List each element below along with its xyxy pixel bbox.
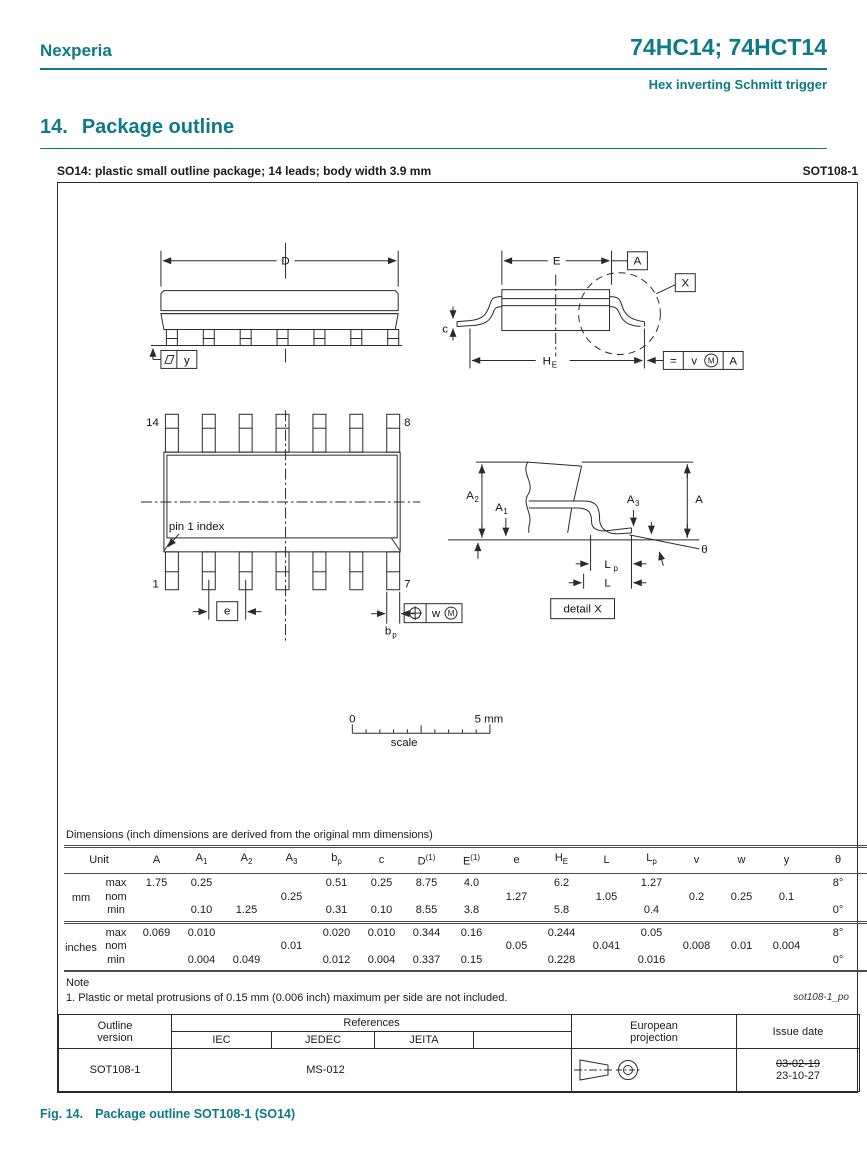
figure-box [57, 182, 858, 1093]
figure-area [57, 164, 858, 1093]
dims-value [449, 891, 494, 905]
dims-value: 0° [832, 904, 844, 916]
dims-row-inches-min [64, 954, 867, 972]
dim-label-A1: A [495, 501, 503, 514]
dims-value [224, 874, 269, 891]
side-view [151, 243, 402, 369]
ref-jedec-value: MS-012 [306, 1064, 345, 1076]
dims-value [764, 954, 809, 972]
dims-value: 0.25 [730, 890, 753, 903]
dims-value: 8.55 [415, 904, 438, 916]
dims-value [719, 922, 764, 940]
dim-label-D: D [281, 255, 290, 268]
note-block [66, 977, 849, 1004]
top-view-pins-bottom [165, 552, 399, 590]
dims-row-mm-min [64, 904, 867, 922]
dims-value [494, 954, 539, 972]
top-view-pins-top [165, 414, 399, 452]
dims-value: 0.008 [682, 940, 711, 952]
dims-value [359, 940, 404, 954]
dims-col-4: $b_p$ [331, 852, 342, 867]
dims-value: 0.31 [325, 904, 348, 916]
pin1-index-label: pin 1 index [168, 520, 225, 533]
dims-value [674, 874, 719, 891]
ref-header-issue-date: Issue date [737, 1015, 860, 1049]
ref-header-references: References [172, 1015, 572, 1032]
scale-caption: scale [390, 737, 418, 750]
dims-value: 1.27 [640, 877, 663, 889]
scale-max-label: 5 mm [474, 713, 504, 726]
dim-label-c: c [442, 323, 449, 336]
dims-value [764, 904, 809, 922]
tol-label-w: w [431, 608, 441, 621]
dims-col-9: $H_E$ [554, 852, 569, 867]
dims-value [134, 891, 179, 905]
dim-label-A: A [695, 494, 703, 507]
dims-value [224, 940, 269, 954]
dims-value: 0.344 [412, 926, 441, 939]
detail-x-label: detail X [563, 603, 602, 616]
issue-date-old: 03-02-19 [775, 1058, 821, 1070]
dims-value [584, 904, 629, 922]
end-view [442, 251, 743, 370]
dim-label-A3-sub: 3 [634, 498, 640, 508]
dims-value: 0.10 [190, 904, 213, 916]
dims-value [629, 891, 674, 905]
dims-rowlabel: min [107, 953, 125, 966]
dimensions-intro: Dimensions (inch dimensions are derived from the original mm dimensions) [66, 829, 433, 841]
dims-col-15: θ [834, 853, 842, 866]
tolerance-box-v [663, 351, 743, 369]
dim-label-HE: H [542, 355, 551, 368]
dims-value [494, 874, 539, 891]
flatness-datum-box [153, 348, 197, 368]
dims-value [134, 940, 179, 954]
dims-value: 0.004 [772, 940, 801, 952]
dims-value: 0.228 [547, 953, 576, 966]
note-title: Note [66, 977, 90, 989]
dims-value: 0.51 [325, 877, 348, 889]
dims-value: 8.75 [415, 877, 438, 889]
dim-label-A1-sub: 1 [503, 506, 508, 516]
dims-value: 0.25 [370, 877, 393, 889]
tol-label-M2: M [447, 609, 455, 619]
dims-value [224, 922, 269, 940]
section-heading [40, 116, 827, 149]
dims-value: 0.004 [367, 953, 396, 966]
first-angle-projection-icon [574, 1056, 644, 1084]
dims-value [719, 904, 764, 922]
dims-col-7: $E^{(1)}$ [462, 853, 481, 869]
dims-value: 0.01 [730, 940, 753, 952]
tol-label-M: M [707, 356, 715, 366]
dim-label-A3: A [626, 494, 635, 507]
dims-unit-inches: inches [65, 941, 97, 954]
dims-col-6: $D^{(1)}$ [417, 853, 436, 869]
dims-value [314, 891, 359, 905]
ref-header-jedec: JEDEC [272, 1032, 375, 1049]
header-rule [40, 68, 827, 70]
figure-caption-text: Package outline SOT108-1 (SO14) [95, 1107, 296, 1121]
dims-col-12: v [693, 853, 700, 866]
dims-col-10: L [603, 853, 610, 866]
dim-label-bp: b [384, 625, 392, 638]
dim-label-bp-sub: p [392, 630, 397, 640]
dims-col-13: w [737, 853, 746, 866]
ref-header-jeita: JEITA [375, 1032, 474, 1049]
dims-value [764, 874, 809, 891]
dims-value [134, 954, 179, 972]
dims-col-11: $L_p$ [646, 852, 657, 867]
dims-col-8: e [513, 853, 520, 866]
note-item: 1. Plastic or metal protrusions of 0.15 mm (0.006 inch) maximum per side are not included. [66, 992, 508, 1004]
dims-value: 8° [832, 877, 844, 889]
dims-value [539, 940, 584, 954]
figure-caption [40, 1107, 867, 1121]
dims-value: 8° [832, 926, 844, 939]
dims-rowlabel: max [105, 926, 127, 939]
dims-value: 0.012 [322, 953, 351, 966]
dims-value: 1.25 [235, 904, 258, 916]
dims-value [314, 940, 359, 954]
dims-value: 3.8 [463, 904, 480, 916]
dims-value [269, 904, 314, 922]
dim-label-A2: A [466, 490, 474, 503]
dims-value: 0.01 [280, 940, 303, 952]
dims-row-mm-nom [64, 891, 867, 905]
dims-value: 0.16 [460, 926, 483, 939]
dims-value: 0.05 [640, 926, 663, 939]
detail-x-view [448, 462, 708, 619]
dim-label-theta: θ [701, 543, 708, 556]
section-rule [40, 148, 827, 149]
scale-zero-label: 0 [349, 713, 356, 726]
dims-value: 0.2 [688, 890, 705, 903]
drawing-doc-id: sot108-1_po [793, 992, 849, 1003]
dims-value [269, 874, 314, 891]
dim-label-e: e [224, 605, 231, 618]
dims-value: 0.016 [637, 953, 666, 966]
references-table [58, 1014, 860, 1092]
tol-label-v: v [691, 355, 698, 368]
dims-value: 0.004 [187, 953, 216, 966]
dims-value [719, 874, 764, 891]
dims-rowlabel: nom [105, 890, 127, 903]
package-outline-drawing [58, 183, 859, 824]
dims-value [269, 954, 314, 972]
dims-col-5: c [378, 853, 385, 866]
dims-value [404, 940, 449, 954]
dims-value [539, 891, 584, 905]
dimensions-section [58, 829, 857, 1004]
ref-header-outline-version: Outline version [59, 1015, 172, 1049]
ref-projection-cell [572, 1049, 737, 1092]
detail-callout-X: X [681, 277, 690, 290]
pin-label-7: 7 [404, 578, 411, 591]
dims-col-1: $A_1$ [195, 852, 208, 867]
side-view-leads [166, 330, 398, 346]
dims-value [134, 904, 179, 922]
dim-label-A2-sub: 2 [474, 495, 479, 505]
dims-row-inches-max [64, 922, 867, 940]
dims-rowlabel: nom [105, 940, 127, 952]
package-code: SOT108-1 [802, 164, 858, 178]
seating-plane-symbol: = [669, 355, 677, 368]
ref-values-cell [172, 1049, 572, 1092]
dims-value [719, 954, 764, 972]
dims-value [224, 891, 269, 905]
dims-value: 0.020 [322, 926, 351, 939]
dims-value [629, 940, 674, 954]
dims-value [674, 954, 719, 972]
dims-col-0: A [152, 853, 161, 866]
dims-value: 0.049 [232, 953, 261, 966]
ref-outline-version: SOT108-1 [59, 1049, 172, 1092]
dims-rowlabel: min [107, 904, 125, 916]
section-number: 14. [40, 116, 68, 138]
dims-value: 1.75 [145, 877, 168, 889]
section-title: Package outline [81, 116, 235, 138]
dims-value: 0.4 [643, 904, 660, 916]
dims-value: 0.010 [187, 926, 216, 939]
dims-value: 0.15 [460, 953, 483, 966]
ref-header-european-projection: European projection [572, 1015, 737, 1049]
figure-caption-prefix: Fig. 14. [40, 1107, 84, 1121]
dims-value: 4.0 [463, 877, 480, 889]
dims-value: 0.041 [592, 940, 621, 952]
dims-rowlabel: max [105, 877, 127, 889]
dims-value [449, 940, 494, 954]
dimensions-table [64, 845, 867, 972]
page-header [0, 0, 867, 92]
dims-value [179, 940, 224, 954]
dims-value [584, 954, 629, 972]
pin-label-1: 1 [152, 578, 159, 591]
ref-header-iec: IEC [172, 1032, 272, 1049]
tol-datum-A: A [729, 355, 737, 368]
dims-value [764, 922, 809, 940]
dims-value [584, 922, 629, 940]
pin-label-8: 8 [404, 417, 411, 430]
dims-value: 0.10 [370, 904, 393, 916]
dims-value: 1.27 [505, 890, 528, 903]
dims-value [809, 940, 867, 954]
brand-logo-text: Nexperia [40, 41, 112, 60]
dims-value: 0.1 [778, 890, 795, 903]
dims-row-mm-max [64, 874, 867, 891]
dims-col-unit: Unit [89, 853, 109, 866]
tolerance-box-w [404, 604, 462, 623]
dims-value: 0.244 [547, 926, 576, 939]
issue-date-new: 23-10-27 [775, 1070, 821, 1082]
dims-col-3: $A_3$ [285, 852, 298, 867]
ref-header-blank [474, 1032, 572, 1049]
flatness-symbol-icon [165, 355, 174, 363]
dims-value [674, 922, 719, 940]
dims-value [269, 922, 314, 940]
dims-col-2: $A_2$ [240, 852, 253, 867]
dims-value [674, 904, 719, 922]
dims-value [179, 891, 224, 905]
top-view [141, 410, 462, 643]
dims-unit-mm: mm [71, 892, 91, 904]
dims-value: 0.25 [190, 877, 213, 889]
dims-value [359, 891, 404, 905]
package-description: SO14: plastic small outline package; 14 leads; body width 3.9 mm [57, 164, 432, 178]
dim-label-Lp: L [604, 558, 611, 571]
pin-label-14: 14 [146, 417, 159, 430]
dims-row-inches-nom [64, 940, 867, 954]
dims-value: 0.25 [280, 890, 303, 903]
dims-value: 0.337 [412, 953, 441, 966]
datum-box-A: A [633, 255, 642, 268]
dims-col-14: y [783, 853, 790, 866]
dim-label-HE-sub: E [551, 360, 558, 370]
dims-value [809, 891, 867, 905]
dims-value: 5.8 [553, 904, 570, 916]
dims-value: 0.05 [505, 940, 528, 952]
dims-value: 6.2 [553, 877, 570, 889]
dim-label-L: L [604, 577, 611, 590]
dims-value: 1.05 [595, 890, 618, 903]
dims-value [404, 891, 449, 905]
dims-value [494, 904, 539, 922]
scale-bar [349, 713, 503, 749]
dims-value [494, 922, 539, 940]
dim-label-Lp-sub: p [613, 563, 618, 573]
part-number-title: 74HC14; 74HCT14 [630, 34, 827, 60]
dims-value: 0.069 [142, 926, 171, 939]
dims-value: 0° [832, 953, 844, 966]
dims-value: 0.010 [367, 926, 396, 939]
document-subtitle: Hex inverting Schmitt trigger [648, 77, 827, 92]
dim-label-E: E [552, 255, 561, 268]
ref-issue-date-cell [737, 1049, 860, 1092]
datum-label-y: y [183, 354, 190, 367]
dims-value [584, 874, 629, 891]
